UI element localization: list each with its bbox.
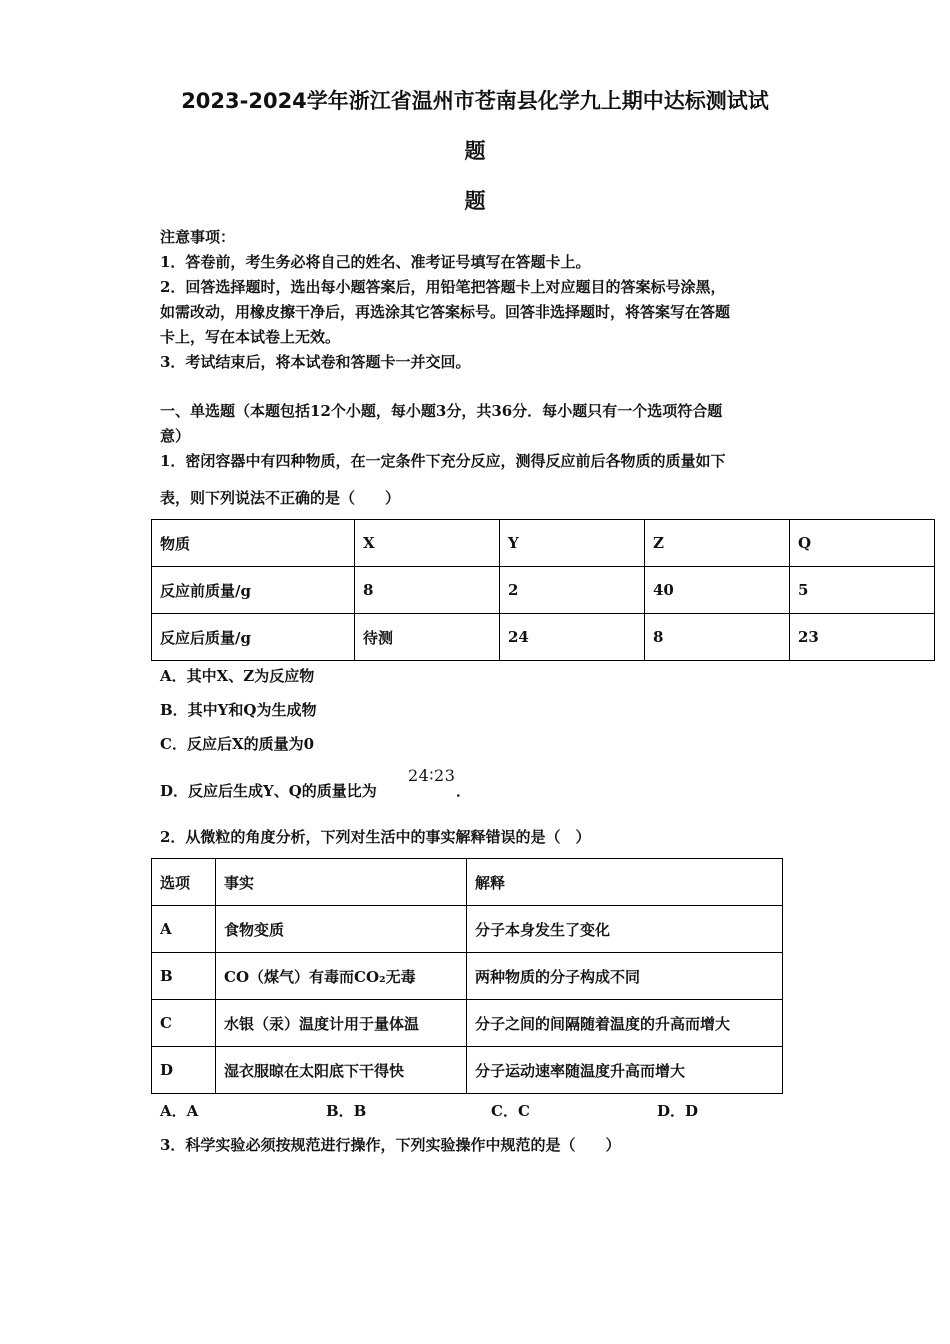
table-header-row [152, 520, 935, 567]
option-c: C．C [491, 1102, 530, 1120]
notice-item: 3．考试结束后，将本试卷和答题卡一并交回。 [160, 353, 471, 371]
q2-options [160, 1101, 760, 1121]
table-cell: 湿衣服晾在太阳底下干得快 [216, 1047, 467, 1094]
table-cell: 分子本身发生了变化 [467, 906, 783, 953]
table-cell: 23 [790, 614, 935, 661]
table-cell: Q [790, 520, 935, 567]
table-cell: 食物变质 [216, 906, 467, 953]
option-c: C．反应后X的质量为0 [160, 735, 315, 753]
table-cell: 反应后质量/g [152, 614, 355, 661]
section-heading: 意） [160, 427, 191, 445]
option-a: A．A [160, 1102, 199, 1120]
notice-item: 如需改动，用橡皮擦干净后，再选涂其它答案标号。回答非选择题时，将答案写在答题 [160, 303, 731, 321]
table-cell: 选项 [152, 859, 216, 906]
explanation-table [151, 858, 783, 1094]
question-stem: 2．从微粒的角度分析，下列对生活中的事实解释错误的是（ ） [160, 828, 591, 846]
option-d: D．反应后生成Y、Q的质量比为 [160, 782, 377, 800]
table-cell: 8 [645, 614, 790, 661]
table-cell: 事实 [216, 859, 467, 906]
table-cell: Y [500, 520, 645, 567]
page-title-continued: 题 [464, 189, 486, 213]
notice-item: 2．回答选择题时，选出每小题答案后，用铅笔把答题卡上对应题目的答案标号涂黑， [160, 278, 726, 296]
table-row [152, 1047, 783, 1094]
table-cell: 8 [355, 567, 500, 614]
page-title: 2023-2024学年浙江省温州市苍南县化学九上期中达标测试试 [181, 89, 769, 113]
option-d: D．D [657, 1102, 699, 1120]
question-stem: 3．科学实验必须按规范进行操作，下列实验操作中规范的是（ ） [160, 1136, 621, 1154]
mass-table [151, 519, 935, 661]
option-a: A．其中X、Z为反应物 [160, 667, 315, 685]
table-cell: Z [645, 520, 790, 567]
table-cell: 分子运动速率随温度升高而增大 [467, 1047, 783, 1094]
question-stem: 1．密闭容器中有四种物质，在一定条件下充分反应，测得反应前后各物质的质量如下 [160, 452, 726, 470]
question-stem: 表，则下列说法不正确的是（ ） [160, 489, 401, 507]
table-cell: 反应前质量/g [152, 567, 355, 614]
table-row [152, 953, 783, 1000]
option-d-end: ． [456, 782, 472, 800]
table-cell: 两种物质的分子构成不同 [467, 953, 783, 1000]
notice-item: 1．答卷前，考生务必将自己的姓名、准考证号填写在答题卡上。 [160, 253, 591, 271]
ratio-formula: 24∶23 [408, 766, 456, 785]
table-cell: 5 [790, 567, 935, 614]
option-b: B．B [326, 1102, 367, 1120]
table-cell: B [152, 953, 216, 1000]
table-row [152, 1000, 783, 1047]
page-title-continued: 题 [464, 139, 486, 163]
section-heading: 一、单选题（本题包括12个小题，每小题3分，共36分．每小题只有一个选项符合题 [160, 402, 723, 420]
option-b: B．其中Y和Q为生成物 [160, 701, 317, 719]
table-cell: CO（煤气）有毒而CO₂无毒 [216, 953, 467, 1000]
table-header-row [152, 859, 783, 906]
table-cell: X [355, 520, 500, 567]
table-cell: 24 [500, 614, 645, 661]
table-cell: 分子之间的间隔随着温度的升高而增大 [467, 1000, 783, 1047]
table-cell: C [152, 1000, 216, 1047]
table-cell: 解释 [467, 859, 783, 906]
notice-item: 卡上，写在本试卷上无效。 [160, 328, 341, 346]
table-cell: D [152, 1047, 216, 1094]
table-cell: 待测 [355, 614, 500, 661]
table-row [152, 614, 935, 661]
table-cell: 水银（汞）温度计用于量体温 [216, 1000, 467, 1047]
table-row [152, 567, 935, 614]
table-cell: 2 [500, 567, 645, 614]
table-cell: 40 [645, 567, 790, 614]
table-row [152, 906, 783, 953]
table-cell: 物质 [152, 520, 355, 567]
notice-heading: 注意事项： [160, 228, 236, 246]
table-cell: A [152, 906, 216, 953]
